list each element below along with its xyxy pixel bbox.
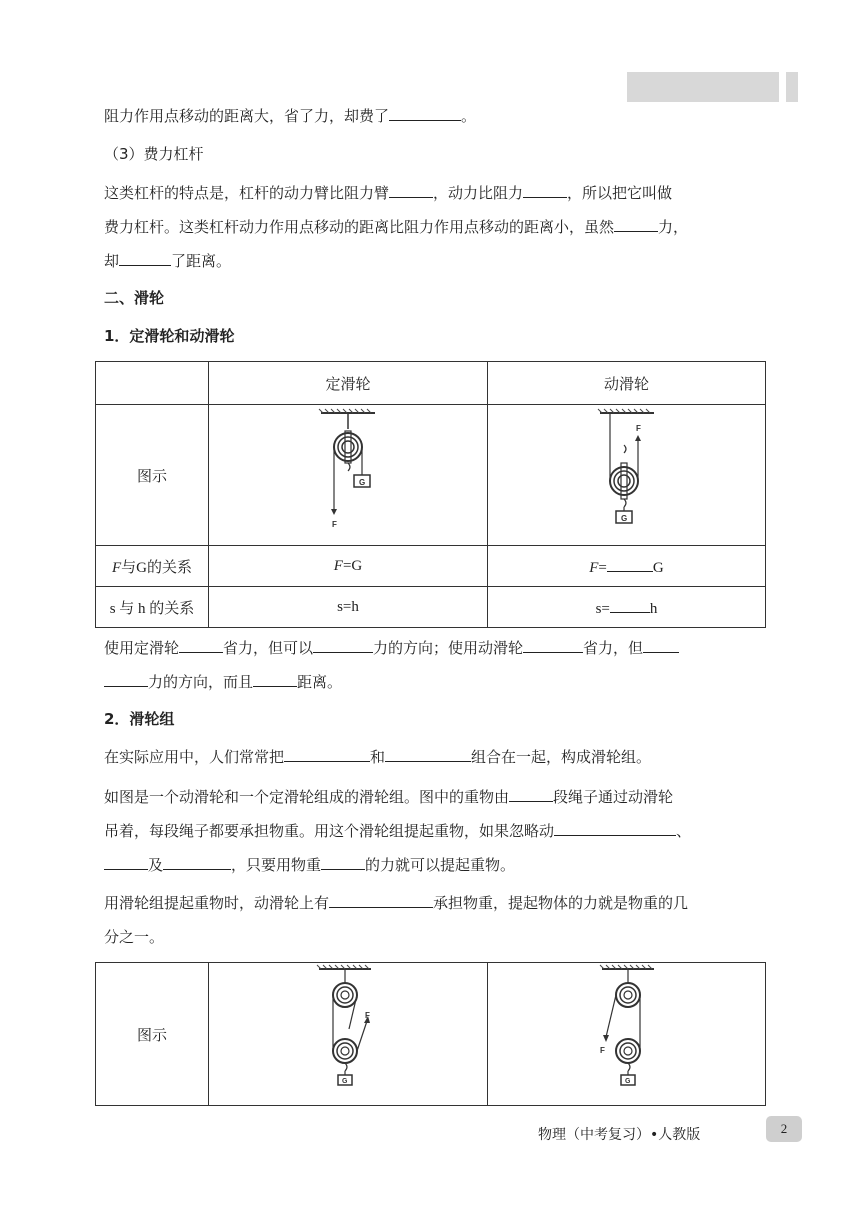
force-label: F (636, 424, 641, 433)
blank[interactable] (104, 854, 148, 870)
blank[interactable] (163, 854, 231, 870)
blank[interactable] (643, 637, 679, 653)
subheading-costly-lever: （3）费力杠杆 (104, 145, 204, 163)
pulley-table (95, 361, 766, 628)
weight-label: G (621, 514, 628, 523)
fixed-s-h-value: s=h (209, 587, 488, 628)
fixed-f-g-value: F=G (209, 546, 488, 587)
fixed-pulley-cell (209, 405, 488, 546)
movable-s-h-value: s= h (488, 587, 766, 628)
pulley-block-cell-1 (209, 963, 488, 1106)
force-label: F (600, 1046, 605, 1055)
blank[interactable] (329, 892, 433, 908)
paragraph-line: 如图是一个动滑轮和一个定滑轮组成的滑轮组。图中的重物由 段绳子通过动滑轮 (104, 788, 674, 806)
blank[interactable] (104, 671, 148, 687)
blank[interactable] (509, 786, 553, 802)
movable-pulley-cell (488, 405, 766, 546)
blank[interactable] (253, 671, 297, 687)
footer-book-title: 物理（中考复习）•人教版 (538, 1127, 701, 1143)
paragraph-line: 这类杠杆的特点是，杠杆的动力臂比阻力臂 ，动力比阻力 ，所以把它叫做 (104, 184, 673, 202)
blank[interactable] (614, 216, 658, 232)
header-bar (627, 72, 779, 102)
subsection-heading-fixed-movable: 1．定滑轮和动滑轮 (104, 327, 235, 345)
blank[interactable] (554, 820, 676, 836)
section-heading-pulley: 二、滑轮 (104, 289, 165, 307)
paragraph-line: 及 ，只要用物重 的力就可以提起重物。 (104, 854, 515, 875)
paragraph-line: 却 了距离。 (104, 252, 232, 270)
row-label-f-g: F与G的关系 (96, 546, 209, 587)
blank[interactable] (119, 250, 171, 266)
row-label-s-h: s 与 h 的关系 (96, 587, 209, 628)
blank[interactable] (610, 597, 650, 613)
paragraph-line: 阻力作用点移动的距离大，省了力，却费了 。 (104, 107, 477, 125)
blank[interactable] (385, 746, 471, 762)
header-bar-tab (786, 72, 798, 102)
page-number: 2 (766, 1116, 802, 1142)
row-label-diagram: 图示 (96, 963, 209, 1106)
fixed-pulley-diagram (209, 405, 487, 541)
pulley-block-diagram-1 (209, 963, 487, 1101)
paragraph-line: 费力杠杆。这类杠杆动力作用点移动的距离比阻力作用点移动的距离小，虽然 力， (104, 218, 689, 236)
pulley-block-table (95, 962, 766, 1106)
blank[interactable] (607, 556, 653, 572)
blank[interactable] (389, 105, 461, 121)
row-label-diagram: 图示 (96, 405, 209, 546)
table-header-fixed: 定滑轮 (209, 362, 488, 405)
paragraph-line: 在实际应用中，人们常常把 和 组合在一起，构成滑轮组。 (104, 748, 652, 766)
weight-label: G (625, 1078, 631, 1085)
weight-label: G (342, 1078, 348, 1085)
force-label: F (332, 520, 337, 529)
subsection-heading-pulley-block: 2．滑轮组 (104, 710, 175, 728)
weight-label: G (359, 478, 366, 487)
blank[interactable] (523, 182, 567, 198)
paragraph-line: 力的方向，而且 距离。 (104, 671, 342, 692)
blank[interactable] (321, 854, 365, 870)
force-label: F (365, 1011, 370, 1020)
pulley-block-diagram-2 (488, 963, 765, 1101)
movable-f-g-value: F= G (488, 546, 766, 587)
blank[interactable] (284, 746, 370, 762)
blank[interactable] (523, 637, 583, 653)
paragraph-line: 吊着，每段绳子都要承担物重。用这个滑轮组提起重物，如果忽略动 、 (104, 822, 692, 840)
paragraph-line: 使用定滑轮 省力，但可以 力的方向；使用动滑轮 省力，但 (104, 637, 679, 658)
blank[interactable] (389, 182, 433, 198)
table-header-empty (96, 362, 209, 405)
movable-pulley-diagram (488, 405, 765, 541)
pulley-block-cell-2 (488, 963, 766, 1106)
paragraph-line: 用滑轮组提起重物时，动滑轮上有 承担物重，提起物体的力就是物重的几 (104, 894, 689, 912)
paragraph-line: 分之一。 (104, 928, 165, 946)
blank[interactable] (313, 637, 373, 653)
table-header-movable: 动滑轮 (488, 362, 766, 405)
blank[interactable] (179, 637, 223, 653)
